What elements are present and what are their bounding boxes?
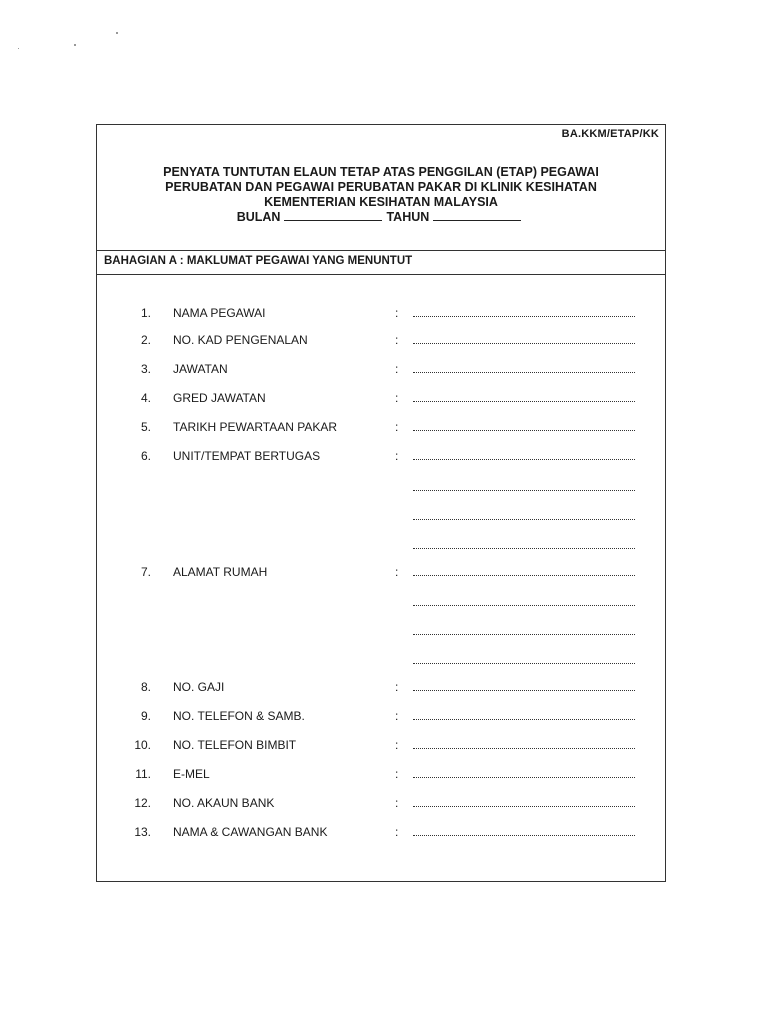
title-line-3: KEMENTERIAN KESIHATAN MALAYSIA (264, 195, 498, 209)
continuation-row (97, 624, 665, 640)
field-number: 3. (140, 362, 151, 376)
fill-line[interactable] (413, 690, 635, 691)
field-colon: : (395, 796, 399, 810)
field-row (97, 449, 665, 465)
field-row (97, 709, 665, 725)
field-colon: : (395, 565, 399, 579)
fill-line[interactable] (413, 777, 635, 778)
field-row (97, 680, 665, 696)
section-a-heading: BAHAGIAN A : MAKLUMAT PEGAWAI YANG MENUNTUT (104, 255, 413, 267)
fill-line[interactable] (413, 663, 635, 664)
continuation-row (97, 509, 665, 525)
year-label: TAHUN (386, 210, 430, 224)
fill-line[interactable] (413, 575, 635, 576)
fill-line[interactable] (413, 316, 635, 317)
field-row (97, 565, 665, 581)
field-row (97, 306, 665, 322)
field-label: E-MEL (173, 767, 210, 781)
field-row (97, 333, 665, 349)
field-colon: : (395, 449, 399, 463)
field-row (97, 825, 665, 841)
field-colon: : (395, 306, 399, 320)
field-number: 1. (140, 306, 151, 320)
field-colon: : (395, 680, 399, 694)
field-row (97, 420, 665, 436)
section-divider (97, 274, 665, 275)
field-colon: : (395, 825, 399, 839)
fill-line[interactable] (413, 372, 635, 373)
fill-line[interactable] (413, 634, 635, 635)
fill-line[interactable] (413, 519, 635, 520)
fill-line[interactable] (413, 605, 635, 606)
fill-line[interactable] (413, 459, 635, 460)
field-number: 2. (140, 333, 151, 347)
form-frame (96, 124, 666, 882)
field-row (97, 796, 665, 812)
field-number: 13. (134, 825, 151, 839)
field-number: 10. (134, 738, 151, 752)
field-row (97, 738, 665, 754)
field-colon: : (395, 709, 399, 723)
field-number: 4. (140, 391, 151, 405)
fill-line[interactable] (413, 401, 635, 402)
month-blank[interactable] (284, 210, 382, 221)
field-colon: : (395, 420, 399, 434)
field-label: ALAMAT RUMAH (173, 565, 268, 579)
field-number: 9. (140, 709, 151, 723)
form-title (97, 165, 665, 225)
field-label: JAWATAN (173, 362, 228, 376)
field-label: NAMA & CAWANGAN BANK (173, 825, 328, 839)
field-label: NO. AKAUN BANK (173, 796, 275, 810)
fill-line[interactable] (413, 719, 635, 720)
field-row (97, 391, 665, 407)
field-number: 8. (140, 680, 151, 694)
field-number: 6. (140, 449, 151, 463)
field-colon: : (395, 738, 399, 752)
fill-line[interactable] (413, 748, 635, 749)
field-row (97, 767, 665, 783)
fill-line[interactable] (413, 343, 635, 344)
continuation-row (97, 538, 665, 554)
year-blank[interactable] (433, 210, 521, 221)
scan-speck (116, 32, 118, 34)
field-label: TARIKH PEWARTAAN PAKAR (173, 420, 338, 434)
continuation-row (97, 653, 665, 669)
scan-speck (18, 48, 19, 49)
field-colon: : (395, 391, 399, 405)
fill-line[interactable] (413, 548, 635, 549)
fill-line[interactable] (413, 806, 635, 807)
field-label: UNIT/TEMPAT BERTUGAS (173, 449, 321, 463)
field-label: NAMA PEGAWAI (173, 306, 266, 320)
field-number: 5. (140, 420, 151, 434)
fill-line[interactable] (413, 430, 635, 431)
fill-line[interactable] (413, 835, 635, 836)
field-number: 11. (135, 767, 151, 781)
field-label: GRED JAWATAN (173, 391, 266, 405)
title-line-2: PERUBATAN DAN PEGAWAI PERUBATAN PAKAR DI KLINIK KESIHATAN (165, 180, 597, 194)
month-label: BULAN (236, 210, 281, 224)
continuation-row (97, 480, 665, 496)
title-line-1: PENYATA TUNTUTAN ELAUN TETAP ATAS PENGGILAN (ETAP) PEGAWAI (163, 165, 599, 179)
field-label: NO. KAD PENGENALAN (173, 333, 308, 347)
form-code: BA.KKM/ETAP/KK (561, 128, 659, 140)
field-colon: : (395, 767, 399, 781)
scan-speck (74, 44, 76, 46)
field-label: NO. TELEFON BIMBIT (173, 738, 297, 752)
field-number: 12. (134, 796, 151, 810)
fill-line[interactable] (413, 490, 635, 491)
field-label: NO. TELEFON & SAMB. (173, 709, 305, 723)
title-divider (97, 250, 665, 251)
period-line (97, 210, 665, 225)
field-colon: : (395, 362, 399, 376)
field-colon: : (395, 333, 399, 347)
field-label: NO. GAJI (173, 680, 225, 694)
field-row (97, 362, 665, 378)
continuation-row (97, 595, 665, 611)
field-number: 7. (140, 565, 151, 579)
